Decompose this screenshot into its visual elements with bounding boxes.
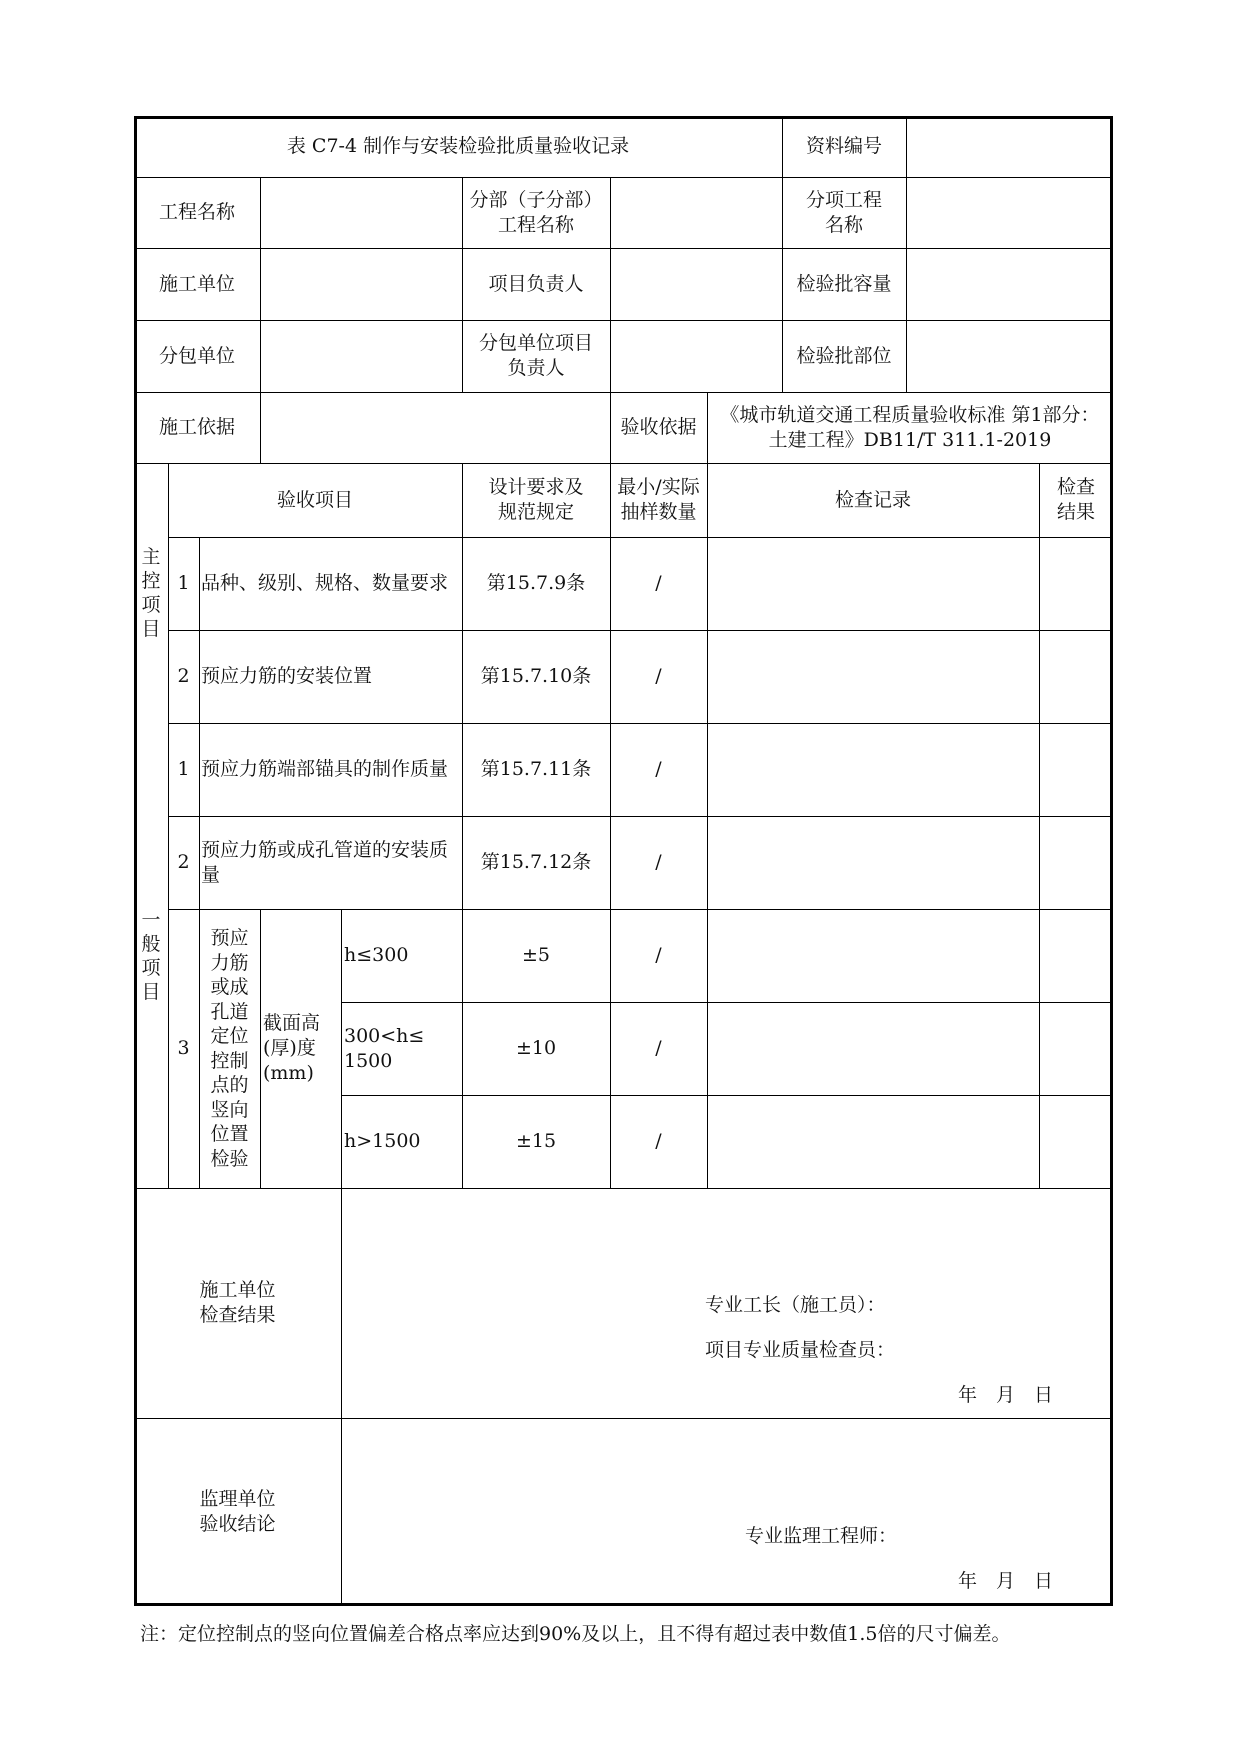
general-label [134, 723, 168, 1188]
general-text: 一般项目 [141, 908, 161, 1003]
form-title: 表 C7-4 制作与安装检验批质量验收记录 [286, 135, 630, 157]
col-header-record: 检查记录 [834, 488, 911, 511]
sub-item-label: 分项工程 名称 [805, 188, 882, 236]
row-number: 2 [177, 851, 190, 873]
row-number: 2 [177, 665, 190, 687]
batch-capacity-label: 检验批容量 [796, 272, 892, 295]
construction-basis-field[interactable] [260, 392, 610, 463]
foreman-signature-label[interactable]: 专业工长（施工员）： [705, 1293, 886, 1316]
row-record-field[interactable] [707, 909, 1039, 1002]
row-item: 预应力筋的安装位置 [201, 665, 373, 687]
acceptance-basis-value: 《城市轨道交通工程质量验收标准 第1部分： 土建工程》DB11/T 311.1-2019 [720, 403, 1100, 451]
tolerance-value: ±10 [515, 1037, 557, 1059]
row-sample[interactable]: / [655, 1130, 662, 1152]
row-sample[interactable]: / [655, 572, 662, 594]
row-sample[interactable]: / [655, 758, 662, 780]
project-name-field[interactable] [260, 177, 462, 248]
contractor-check-label: 施工单位 检查结果 [199, 1279, 276, 1326]
row-record-field[interactable] [707, 1095, 1039, 1188]
row-result-field[interactable] [1039, 537, 1113, 630]
main-control-label [134, 463, 168, 723]
row-item-vertical [199, 909, 260, 1188]
row-item: 品种、级别、规格、数量要求 [201, 572, 449, 594]
col-header-sample: 最小/实际 抽样数量 [617, 476, 700, 523]
row-record-field[interactable] [707, 630, 1039, 723]
contractor-field[interactable] [260, 248, 462, 320]
range-label: 300<h≤ 1500 [344, 1024, 425, 1072]
row-record-field[interactable] [707, 723, 1039, 816]
row-design-req: 第15.7.9条 [486, 572, 586, 594]
grid-line [341, 1188, 342, 1606]
batch-capacity-field[interactable] [906, 248, 1113, 320]
contractor-label: 施工单位 [158, 272, 235, 295]
grid-line [260, 909, 261, 1188]
contractor-date-label[interactable]: 年 月 日 [958, 1383, 1054, 1406]
supervisor-date-label[interactable]: 年 月 日 [958, 1569, 1054, 1592]
row-result-field[interactable] [1039, 816, 1113, 909]
row-result-field[interactable] [1039, 723, 1113, 816]
row-result-field[interactable] [1039, 1095, 1113, 1188]
doc-no-label: 资料编号 [805, 135, 882, 157]
acceptance-basis-label: 验收依据 [620, 416, 697, 438]
row-sample[interactable]: / [655, 1037, 662, 1059]
sub-division-field[interactable] [610, 177, 782, 248]
project-leader-label: 项目负责人 [488, 272, 584, 295]
subcontractor-label: 分包单位 [158, 344, 235, 367]
row-result-field[interactable] [1039, 1002, 1113, 1095]
section-height-label: 截面高 (厚)度 (mm) [263, 1012, 321, 1084]
row-result-field[interactable] [1039, 630, 1113, 723]
range-label: h≤300 [344, 944, 409, 966]
footnote: 注：定位控制点的竖向位置偏差合格点率应达到90%及以上，且不得有超过表中数值1.5倍的尺寸偏差。 [140, 1623, 1011, 1645]
project-leader-field[interactable] [610, 248, 782, 320]
main-control-text: 主控项目 [141, 546, 161, 640]
batch-location-label: 检验批部位 [796, 344, 892, 367]
row-design-req: 第15.7.12条 [480, 851, 592, 873]
row-record-field[interactable] [707, 537, 1039, 630]
row-record-field[interactable] [707, 1002, 1039, 1095]
batch-location-field[interactable] [906, 320, 1113, 392]
row-item: 预应力筋端部锚具的制作质量 [201, 758, 449, 780]
row-item: 预应力筋或成孔管道的安装质量 [201, 838, 449, 886]
supervisor-check-label: 监理单位 验收结论 [199, 1488, 276, 1535]
inspector-signature-label[interactable]: 项目专业质量检查员： [705, 1338, 896, 1361]
range-label: h>1500 [344, 1130, 421, 1152]
tolerance-value: ±5 [521, 944, 550, 966]
construction-basis-label: 施工依据 [158, 416, 235, 438]
row-design-req: 第15.7.11条 [480, 758, 592, 780]
row-number: 3 [177, 1037, 190, 1059]
col-header-result: 检查 结果 [1056, 476, 1095, 523]
row-design-req: 第15.7.10条 [480, 665, 592, 687]
sub-item-field[interactable] [906, 177, 1113, 248]
row-record-field[interactable] [707, 816, 1039, 909]
engineer-signature-label[interactable]: 专业监理工程师： [745, 1524, 898, 1547]
grid-line [341, 909, 342, 1188]
row-number: 1 [177, 758, 190, 780]
sub-leader-label: 分包单位项目 负责人 [478, 332, 593, 379]
col-header-item: 验收项目 [276, 488, 353, 511]
row-sample[interactable]: / [655, 944, 662, 966]
subcontractor-field[interactable] [260, 320, 462, 392]
project-name-label: 工程名称 [158, 201, 235, 223]
row-item-text: 预应力筋或成孔道定位控制点的竖向位置检验 [210, 927, 249, 1170]
row-sample[interactable]: / [655, 665, 662, 687]
row-number: 1 [177, 572, 190, 594]
row-sample[interactable]: / [655, 851, 662, 873]
sub-leader-field[interactable] [610, 320, 782, 392]
sub-division-label: 分部（子分部） 工程名称 [469, 188, 603, 236]
col-header-design-req: 设计要求及 规范规定 [488, 476, 584, 523]
doc-no-field[interactable] [906, 116, 1113, 177]
row-result-field[interactable] [1039, 909, 1113, 1002]
tolerance-value: ±15 [515, 1130, 557, 1152]
